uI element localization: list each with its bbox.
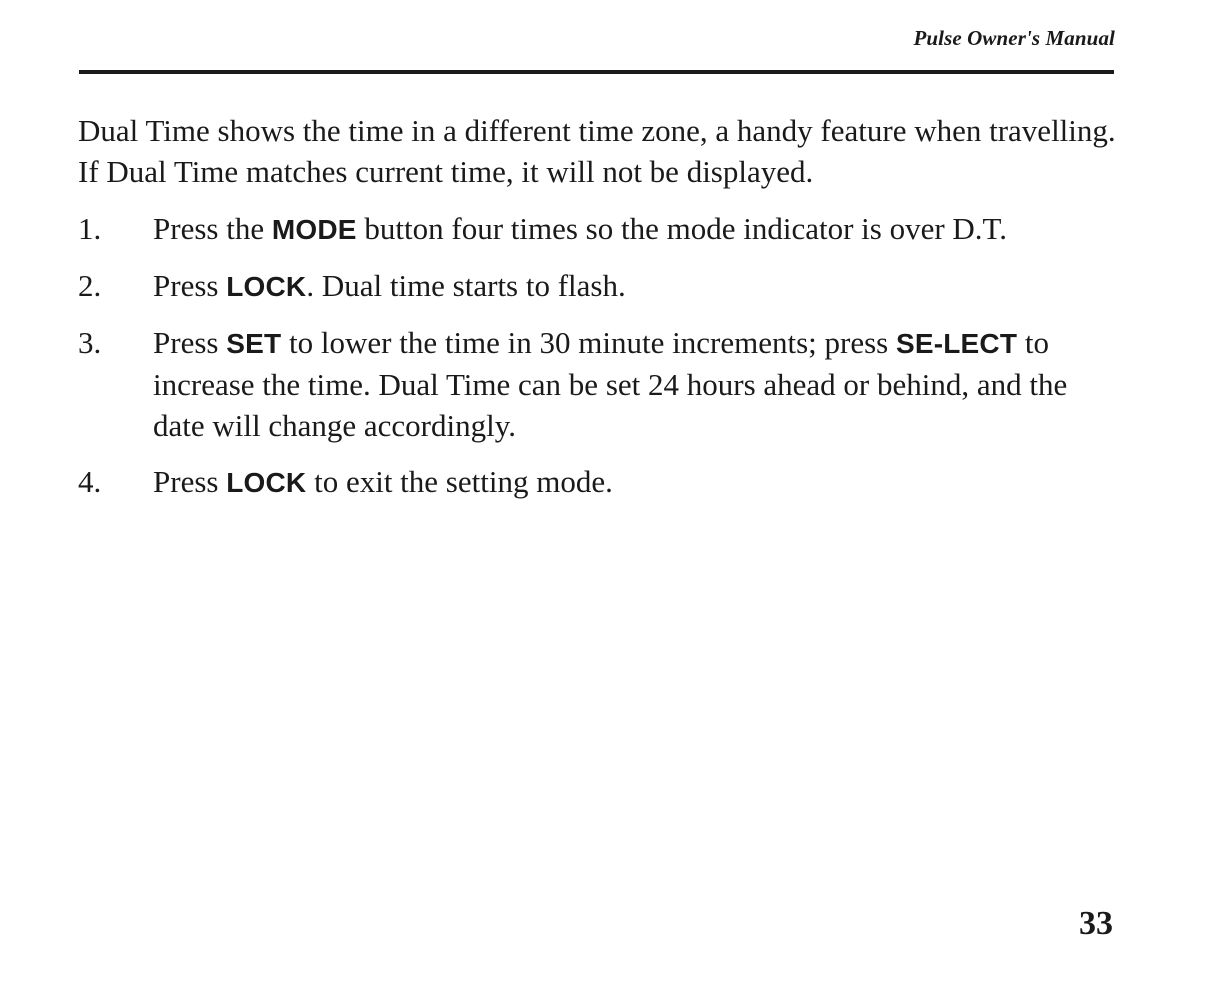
- step-text-after: button four times so the mode indicator is over D.T.: [356, 211, 1007, 246]
- step-number: 4.: [78, 464, 102, 499]
- step-text-before: Press: [153, 464, 227, 499]
- step-text: [153, 208, 1118, 250]
- step-text: [153, 265, 1118, 307]
- header-rule: [79, 70, 1114, 74]
- step-3: [78, 322, 1118, 446]
- key-select: SE-LECT: [895, 328, 1018, 359]
- step-text-middle: to lower the time in 30 minute increments; press: [281, 325, 896, 360]
- step-text-after: to exit the setting mode.: [306, 464, 613, 499]
- step-text-after: . Dual time starts to flash.: [306, 268, 626, 303]
- intro-paragraph: Dual Time shows the time in a different time zone, a handy feature when travelling. If Dual Time matches current time, it will not be displayed.: [78, 113, 1116, 189]
- key-set: SET: [226, 328, 282, 359]
- step-text: [153, 461, 1118, 503]
- step-number: 1.: [78, 211, 102, 246]
- step-text-after: to increase the time. Dual Time can be set 24 hours ahead or behind, and the date will change accordingly.: [153, 325, 1068, 443]
- step-number: 3.: [78, 325, 102, 360]
- step-1: [78, 208, 1118, 250]
- step-4: [78, 461, 1118, 503]
- steps-list: [78, 208, 1118, 503]
- step-text: [153, 322, 1118, 446]
- step-2: [78, 265, 1118, 307]
- step-text-before: Press the: [153, 211, 272, 246]
- key-lock: LOCK: [226, 271, 307, 302]
- step-text-before: Press: [153, 268, 227, 303]
- page-number: 33: [1079, 905, 1113, 942]
- step-number: 2.: [78, 268, 102, 303]
- page-content: [78, 110, 1118, 518]
- key-lock: LOCK: [226, 467, 307, 498]
- running-header: Pulse Owner's Manual: [913, 26, 1115, 50]
- step-text-before: Press: [153, 325, 227, 360]
- key-mode: MODE: [271, 214, 357, 245]
